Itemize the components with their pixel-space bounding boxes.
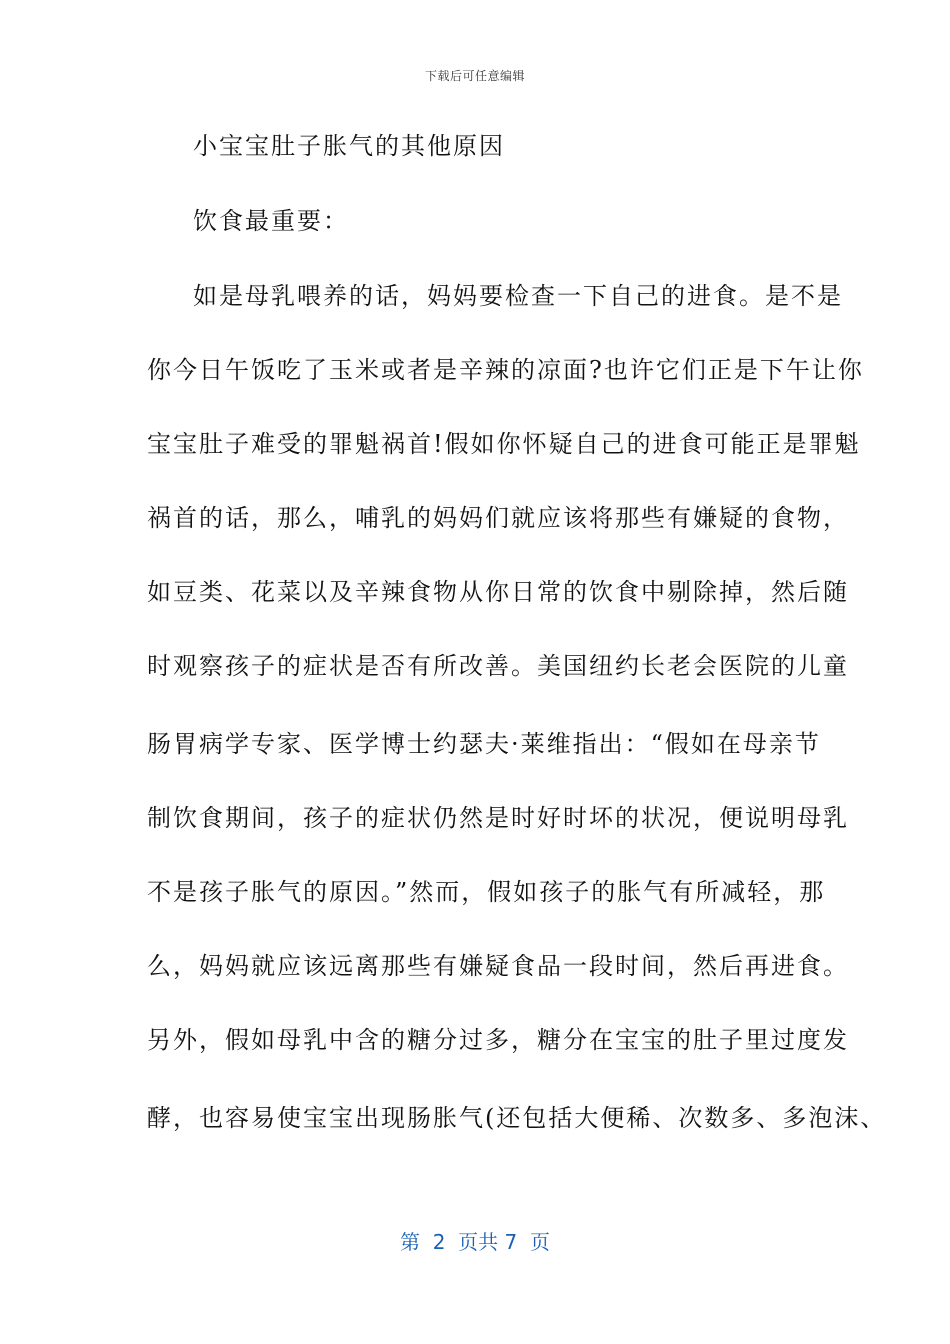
paragraph-line: 如豆类、花菜以及辛辣食物从你日常的饮食中剔除掉，然后随 <box>147 578 849 606</box>
paragraph-line: 肠胃病学专家、医学博士约瑟夫·莱维指出：“假如在母亲节 <box>147 730 821 758</box>
paragraph-line: 宝宝肚子难受的罪魁祸首!假如你怀疑自己的进食可能正是罪魁 <box>147 430 861 458</box>
paragraph-line: 你今日午饭吃了玉米或者是辛辣的凉面?也许它们正是下午让你 <box>147 356 864 384</box>
paragraph-line: 么，妈妈就应该远离那些有嫌疑食品一段时间，然后再进食。 <box>147 952 849 980</box>
paragraph-line: 时观察孩子的症状是否有所改善。美国纽约长老会医院的儿童 <box>147 652 849 680</box>
header-note: 下载后可任意编辑 <box>424 69 525 83</box>
paragraph-line: 另外，假如母乳中含的糖分过多，糖分在宝宝的肚子里过度发 <box>147 1026 849 1054</box>
paragraph-line: 如是母乳喂养的话，妈妈要检查一下自己的进食。是不是 <box>193 282 843 310</box>
section-title: 小宝宝肚子胀气的其他原因 <box>193 132 505 160</box>
page-number-footer: 第 2 页共 7 页 <box>400 1230 550 1254</box>
paragraph-line: 不是孩子胀气的原因。”然而，假如孩子的胀气有所减轻，那 <box>147 878 826 906</box>
section-subtitle: 饮食最重要： <box>193 207 349 235</box>
paragraph-line: 酵，也容易使宝宝出现肠胀气(还包括大便稀、次数多、多泡沫、 <box>147 1104 887 1132</box>
paragraph-line: 祸首的话，那么，哺乳的妈妈们就应该将那些有嫌疑的食物， <box>147 504 849 532</box>
paragraph-line: 制饮食期间，孩子的症状仍然是时好时坏的状况，便说明母乳 <box>147 804 849 832</box>
